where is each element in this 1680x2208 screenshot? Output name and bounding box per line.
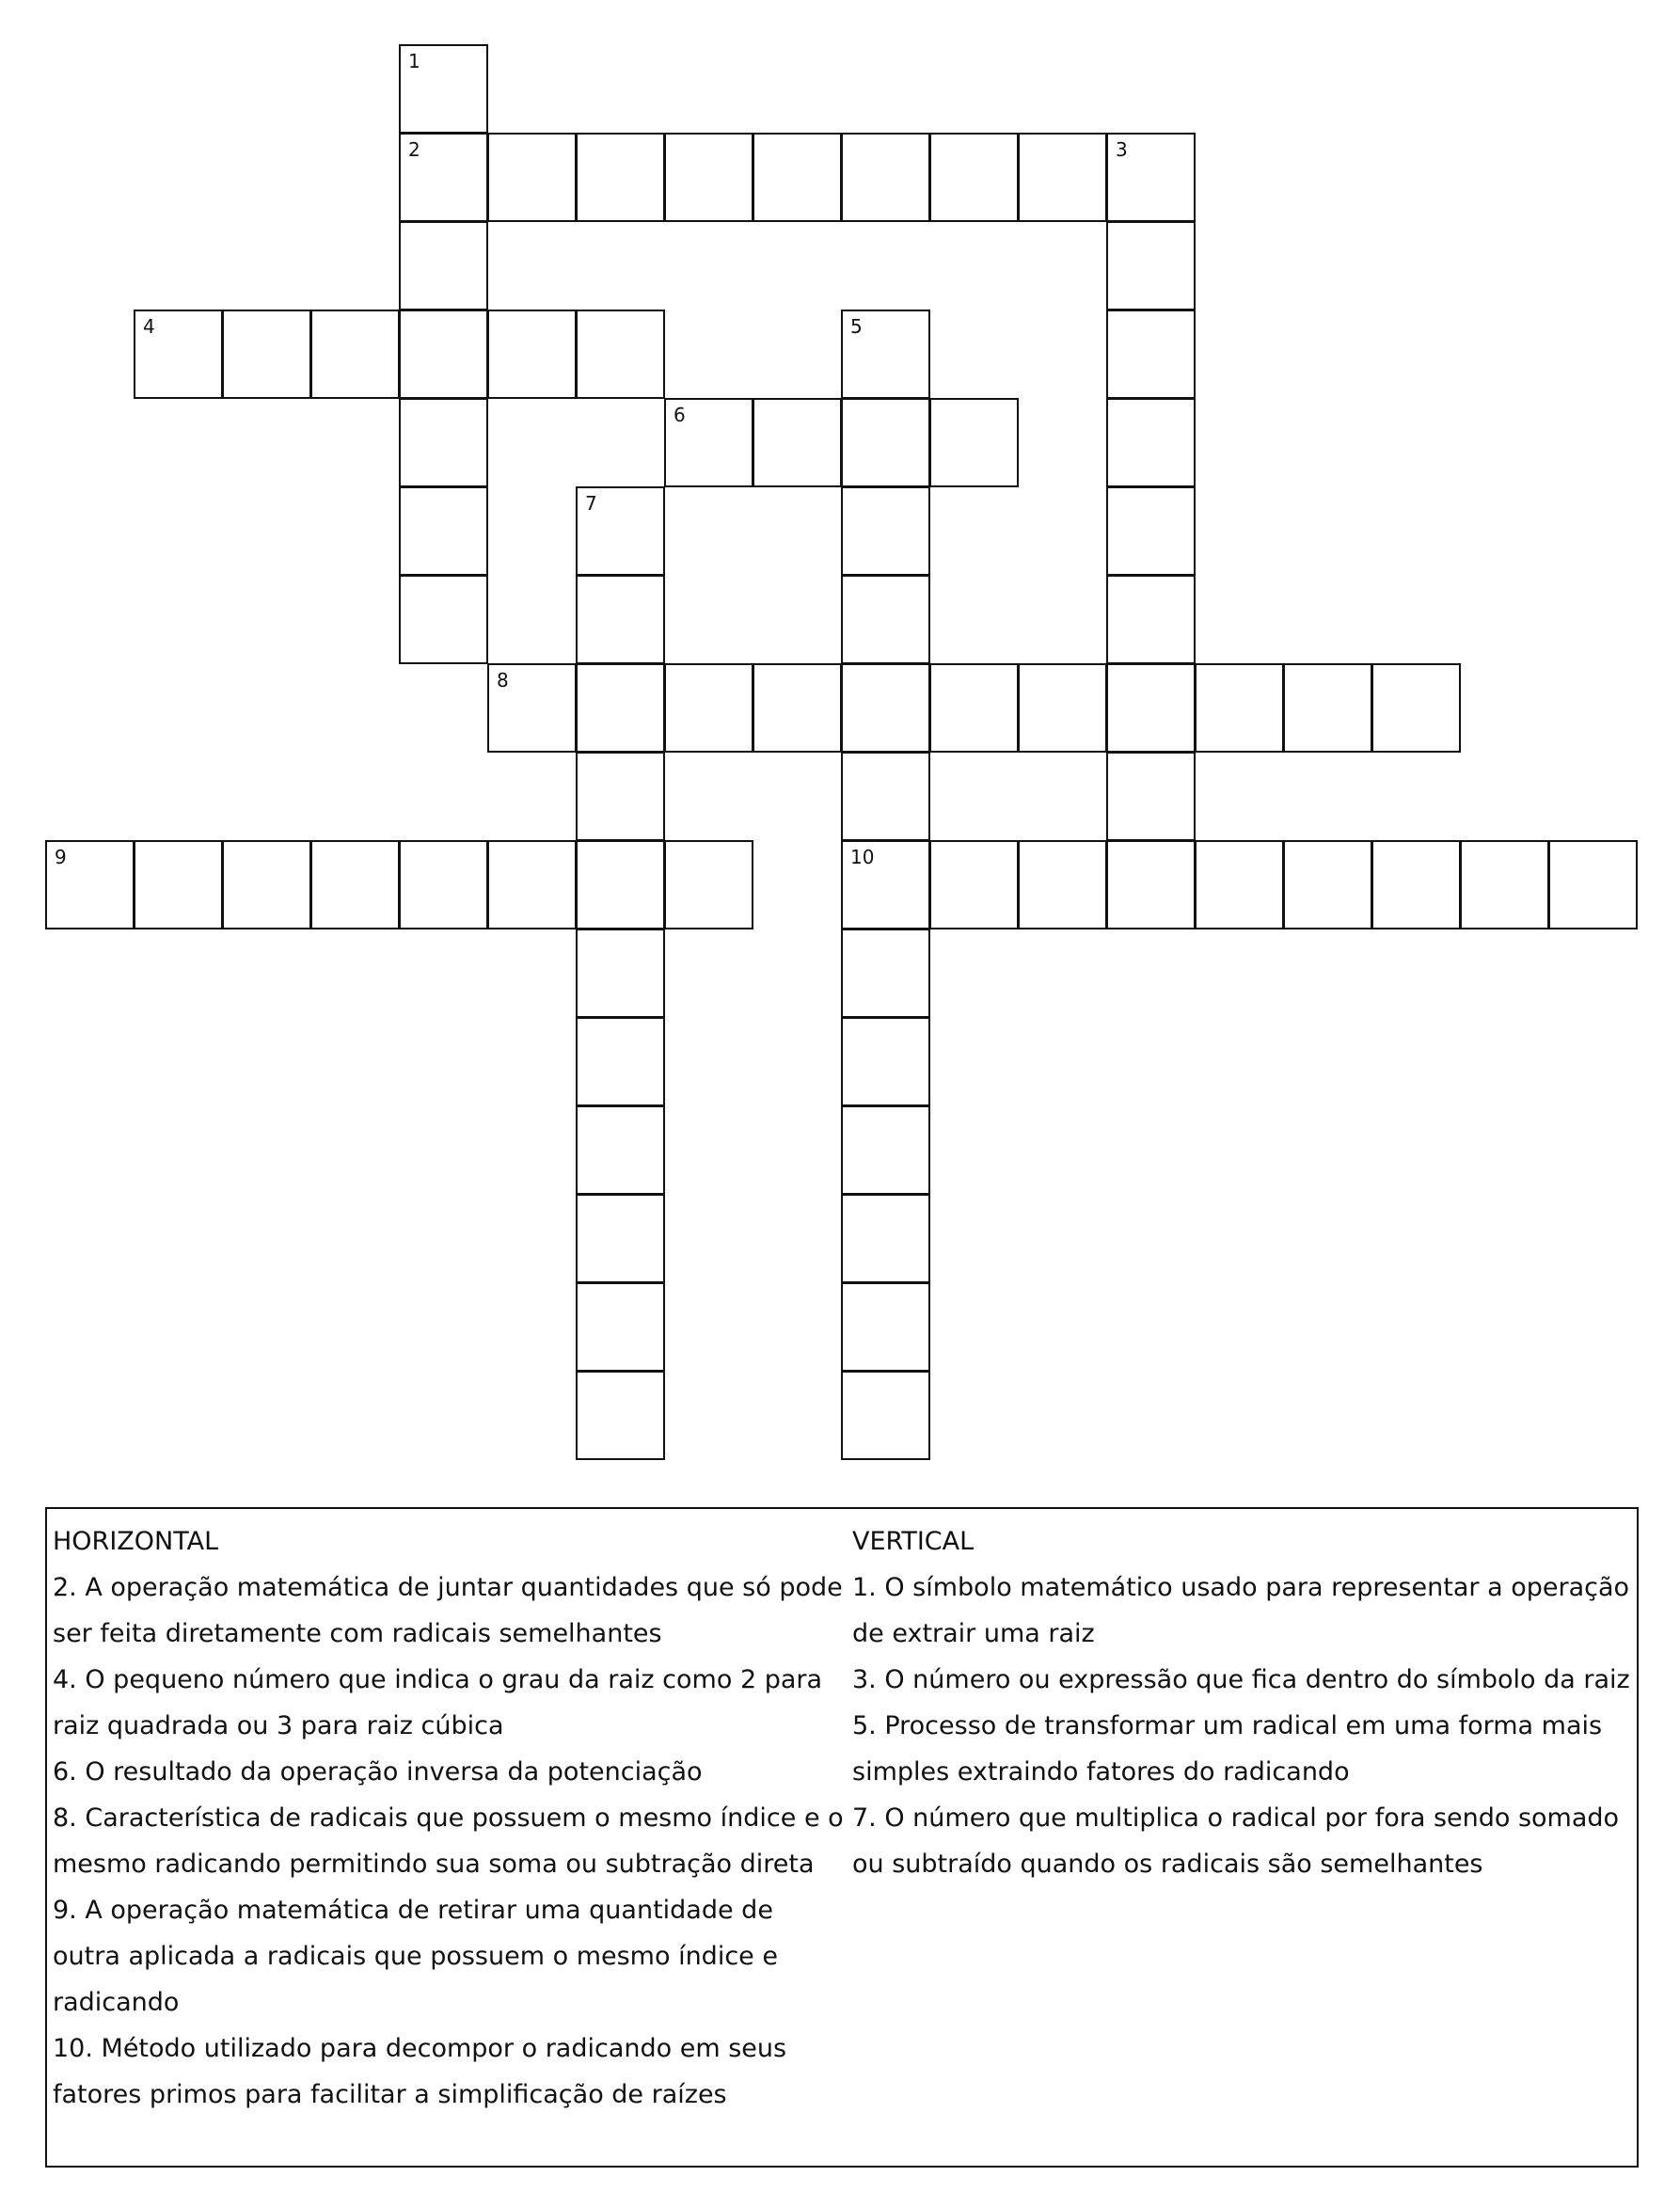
crossword-cell[interactable] — [664, 133, 753, 222]
crossword-cell[interactable] — [753, 133, 842, 222]
crossword-cell-1[interactable] — [399, 44, 488, 134]
crossword-cell[interactable] — [1106, 663, 1196, 753]
crossword-cell-7[interactable] — [576, 486, 665, 576]
crossword-cell[interactable] — [929, 840, 1019, 929]
crossword-cell[interactable] — [841, 486, 930, 576]
crossword-cell[interactable] — [487, 310, 577, 399]
crossword-cell[interactable] — [399, 486, 488, 576]
crossword-cell[interactable] — [576, 752, 665, 841]
crossword-cell[interactable] — [1106, 221, 1196, 310]
clue-number: 4 — [143, 315, 155, 338]
crossword-cell[interactable] — [576, 929, 665, 1018]
clue-number: 8 — [497, 669, 509, 691]
crossword-cell[interactable] — [1548, 840, 1638, 929]
crossword-cell[interactable] — [841, 133, 930, 222]
clue-horizontal-6: 6. O resultado da operação inversa da potenciação — [53, 1757, 703, 1787]
vertical-heading: VERTICAL — [852, 1527, 975, 1556]
crossword-cell[interactable] — [399, 398, 488, 487]
crossword-cell[interactable] — [1195, 663, 1284, 753]
crossword-cell[interactable] — [222, 310, 311, 399]
crossword-cell[interactable] — [1106, 752, 1196, 841]
crossword-cell-9[interactable] — [45, 840, 135, 929]
crossword-cell[interactable] — [664, 840, 753, 929]
crossword-cell[interactable] — [576, 1017, 665, 1106]
crossword-cell[interactable] — [1018, 133, 1107, 222]
clue-number: 6 — [674, 404, 686, 426]
crossword-cell[interactable] — [134, 840, 223, 929]
clue-vertical-3: 3. O número ou expressão que fica dentro do símbolo da raiz — [852, 1665, 1630, 1694]
crossword-cell-2[interactable] — [399, 133, 488, 222]
crossword-cell[interactable] — [576, 1371, 665, 1460]
crossword-cell[interactable] — [1371, 663, 1461, 753]
crossword-cell[interactable] — [1106, 310, 1196, 399]
crossword-cell[interactable] — [1283, 663, 1372, 753]
clue-number: 5 — [850, 315, 863, 338]
crossword-cell[interactable] — [841, 575, 930, 664]
crossword-cell-6[interactable] — [664, 398, 753, 487]
crossword-cell[interactable] — [399, 310, 488, 399]
clue-horizontal-4: 4. O pequeno número que indica o grau da raiz como 2 para raiz quadrada ou 3 para raiz cúbica — [53, 1665, 823, 1740]
crossword-cell[interactable] — [841, 663, 930, 753]
crossword-cell[interactable] — [576, 1194, 665, 1283]
crossword-cell[interactable] — [664, 663, 753, 753]
crossword-cell[interactable] — [576, 310, 665, 399]
clue-horizontal-9: 9. A operação matemática de retirar uma quantidade de outra aplicada a radicais que possuem o mesmo índice e radicando — [53, 1896, 778, 2017]
clue-number: 1 — [408, 50, 420, 72]
crossword-cell[interactable] — [929, 133, 1019, 222]
crossword-cell[interactable] — [929, 663, 1019, 753]
clue-vertical-5: 5. Processo de transformar um radical em uma forma mais simples extraindo fatores do radicando — [852, 1711, 1603, 1787]
crossword-cell[interactable] — [1106, 575, 1196, 664]
crossword-cell[interactable] — [1018, 840, 1107, 929]
clue-horizontal-2: 2. A operação matemática de juntar quantidades que só pode ser feita diretamente com radicais semelhantes — [53, 1573, 843, 1648]
crossword-cell-3[interactable] — [1106, 133, 1196, 222]
clue-vertical-1: 1. O símbolo matemático usado para representar a operação de extrair uma raiz — [852, 1573, 1630, 1648]
crossword-cell[interactable] — [929, 398, 1019, 487]
crossword-cell[interactable] — [576, 133, 665, 222]
clue-horizontal-10: 10. Método utilizado para decompor o radicando em seus fatores primos para facilitar a simplificação de raízes — [53, 2034, 787, 2109]
crossword-cell[interactable] — [222, 840, 311, 929]
crossword-cell[interactable] — [1460, 840, 1549, 929]
crossword-cell[interactable] — [310, 840, 400, 929]
crossword-cell[interactable] — [576, 663, 665, 753]
clues-box — [45, 1507, 1639, 2168]
crossword-cell[interactable] — [576, 575, 665, 664]
crossword-cell[interactable] — [399, 840, 488, 929]
crossword-cell[interactable] — [753, 398, 842, 487]
vertical-clues-column — [852, 1518, 1633, 1887]
crossword-cell-8[interactable] — [487, 663, 577, 753]
crossword-cell[interactable] — [841, 1194, 930, 1283]
horizontal-clues-column — [53, 1518, 845, 2118]
crossword-cell[interactable] — [841, 1371, 930, 1460]
crossword-cell[interactable] — [487, 133, 577, 222]
crossword-cell[interactable] — [753, 663, 842, 753]
horizontal-heading: HORIZONTAL — [53, 1527, 219, 1556]
clue-number: 10 — [850, 846, 875, 868]
crossword-cell[interactable] — [399, 221, 488, 310]
crossword-cell-4[interactable] — [134, 310, 223, 399]
crossword-cell[interactable] — [1018, 663, 1107, 753]
clue-number: 3 — [1116, 138, 1128, 161]
crossword-cell[interactable] — [310, 310, 400, 399]
clue-horizontal-8: 8. Característica de radicais que possuem o mesmo índice e o mesmo radicando permitindo sua soma ou subtração direta — [53, 1803, 844, 1879]
crossword-cell[interactable] — [841, 1017, 930, 1106]
clue-number: 2 — [408, 138, 420, 161]
clue-number: 7 — [585, 492, 597, 515]
clue-vertical-7: 7. O número que multiplica o radical por fora sendo somado ou subtraído quando os radicais são semelhantes — [852, 1803, 1620, 1879]
crossword-cell[interactable] — [841, 929, 930, 1018]
crossword-cell[interactable] — [841, 398, 930, 487]
crossword-cell[interactable] — [841, 1282, 930, 1372]
crossword-cell[interactable] — [1283, 840, 1372, 929]
crossword-cell[interactable] — [1106, 486, 1196, 576]
crossword-cell[interactable] — [841, 1105, 930, 1195]
clue-number: 9 — [55, 846, 67, 868]
crossword-cell[interactable] — [1106, 398, 1196, 487]
crossword-cell[interactable] — [841, 752, 930, 841]
crossword-cell[interactable] — [576, 1105, 665, 1195]
crossword-cell[interactable] — [399, 575, 488, 664]
crossword-cell[interactable] — [487, 840, 577, 929]
crossword-cell[interactable] — [1371, 840, 1461, 929]
crossword-cell[interactable] — [1106, 840, 1196, 929]
crossword-cell-5[interactable] — [841, 310, 930, 399]
crossword-cell[interactable] — [576, 840, 665, 929]
crossword-cell[interactable] — [576, 1282, 665, 1372]
crossword-cell-10[interactable] — [841, 840, 930, 929]
crossword-cell[interactable] — [1195, 840, 1284, 929]
